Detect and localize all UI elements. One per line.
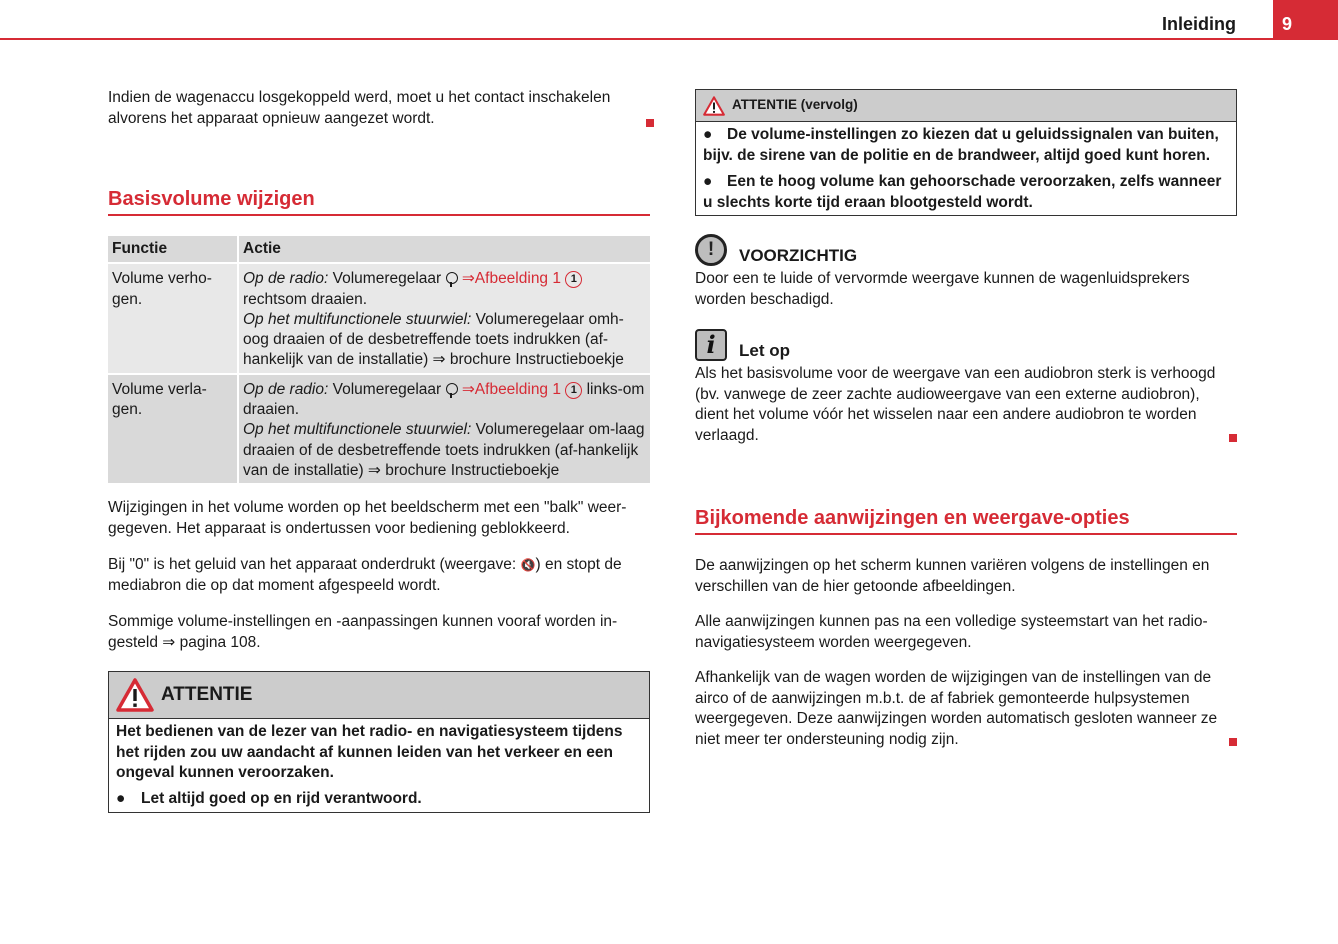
warning-box (108, 671, 650, 813)
info-paragraph: Alle aanwijzingen kunnen pas na een volledige systeemstart van het radio-navigatiesysteem worden weergegeven. (695, 613, 1208, 651)
callout-number-icon: 1 (565, 271, 582, 288)
figure-link[interactable]: ⇒Afbeelding 1 (461, 270, 561, 288)
right-column (695, 89, 1237, 750)
intro-paragraph (108, 88, 638, 129)
callout-number-icon: 1 (565, 382, 582, 399)
figure-link[interactable]: ⇒Afbeelding 1 (461, 380, 561, 398)
warning-bullet (116, 789, 642, 810)
volume-knob-icon (446, 383, 458, 395)
warning-triangle-icon (116, 678, 154, 712)
function-cell: Volume verla-gen. (108, 374, 238, 483)
radio-label: Op de radio: (243, 380, 329, 398)
bullet-text: De volume-instellingen zo kiezen dat u geluidssignalen van buiten, bijv. de sirene van de politie en de brandweer, altijd goed kunt horen. (703, 126, 1219, 164)
column-header-actie: Actie (238, 236, 650, 263)
info-text: Afhankelijk van de wagen worden de wijzigingen van de instellingen van de airco of de aanwijzingen m.b.t. de af fabriek gemonteerde hulpsystemen weergegeven. Deze aanwijzingen worden automatisch gesloten wanneer ze niet meer ter ondersteuning nodig zijn. (695, 669, 1218, 748)
volume-knob-icon (446, 272, 458, 284)
radio-text-end: links-om draaien. (243, 380, 645, 419)
radio-text-end: rechtsom draaien. (243, 290, 368, 308)
chapter-title: Inleiding (1162, 14, 1236, 34)
header-rule (0, 38, 1338, 40)
action-cell (238, 374, 650, 483)
volume-bar-paragraph: Wijzigingen in het volume worden op het beeldscherm met een "balk" weer-gegeven. Het apparaat is ondertussen voor bediening geblokkeerd. (108, 499, 627, 537)
warning-title: ATTENTIE (161, 684, 253, 706)
bullet-icon: ● (116, 789, 126, 807)
section-end-marker (646, 119, 654, 127)
note-body: Als het basisvolume voor de weergave van een audiobron sterk is verhoogd (bv. vanwege de zeer zachte audioweergave van een externe audiobron), dient het volume vóór het wisselen naar een andere audiobron te worden verlaagd. (695, 365, 1216, 444)
wheel-label: Op het multifunctionele stuurwiel: (243, 421, 472, 439)
function-cell: Volume verho-gen. (108, 263, 238, 373)
info-paragraph (695, 668, 1237, 750)
warning-continued-title: ATTENTIE (vervolg) (732, 97, 858, 113)
note-title: Let op (739, 340, 790, 360)
caution-title: VOORZICHTIG (739, 245, 858, 265)
radio-text: Volumeregelaar (328, 270, 446, 288)
wheel-text: Volumeregelaar om-laag draaien of de desbetreffende toets indrukken (af-hankelijk van de installatie) ⇒ brochure Instructieboekje (243, 421, 645, 479)
mute-paragraph (108, 555, 650, 596)
caution-exclamation-icon: ! (695, 234, 727, 266)
bullet-icon: ● (703, 126, 713, 143)
action-cell (238, 263, 650, 373)
preset-text[interactable]: Sommige volume-instellingen en -aanpassingen kunnen vooraf worden in-gesteld ⇒ pagina 108. (108, 613, 618, 651)
section-title-basisvolume: Basisvolume wijzigen (108, 186, 650, 216)
table-row (108, 263, 650, 373)
warning-header (109, 672, 649, 719)
table-header-row (108, 236, 650, 263)
info-paragraph: De aanwijzingen op het scherm kunnen variëren volgens de instellingen en verschillen van de hier getoonde afbeeldingen. (695, 557, 1210, 595)
section-end-marker (1229, 738, 1237, 746)
wheel-label: Op het multifunctionele stuurwiel: (243, 310, 472, 328)
radio-label: Op de radio: (243, 270, 329, 288)
page-number: 9 (1282, 14, 1293, 34)
preset-paragraph (108, 612, 650, 653)
note-header (695, 329, 1237, 361)
warning-body (109, 719, 649, 812)
mute-text: Bij "0" is het geluid van het apparaat onderdrukt (weergave: (108, 556, 521, 574)
bullet-text: Let altijd goed op en rijd verantwoord. (141, 789, 422, 807)
section-end-marker (1229, 434, 1237, 442)
left-column (108, 88, 650, 813)
warning-continued-body (696, 122, 1236, 215)
page-number-tab (1273, 0, 1338, 40)
caution-text: Door een te luide of vervormde weergave kunnen de wagenluidsprekers worden beschadigd. (695, 270, 1190, 308)
warning-continued-box (695, 89, 1237, 216)
warning-text: Het bedienen van de lezer van het radio- en navigatiesysteem tijdens het rijden zou uw aandacht af kunnen leiden van het verkeer en een ongeval kunnen veroorzaken. (116, 723, 623, 782)
intro-text: Indien de wagenaccu losgekoppeld werd, moet u het contact inschakelen alvorens het apparaat opnieuw aangezet wordt. (108, 89, 611, 127)
caution-block (695, 234, 1237, 310)
warning-bullet (703, 125, 1229, 166)
mute-text-end: ) en stopt de mediabron die op dat moment afgespeeld wordt. (108, 556, 622, 594)
bullet-text: Een te hoog volume kan gehoorschade veroorzaken, zelfs wanneer u slechts korte tijd eraan blootgesteld wordt. (703, 173, 1222, 211)
volume-function-table (108, 236, 650, 483)
warning-continued-header (696, 90, 1236, 122)
bullet-icon: ● (703, 173, 713, 190)
mute-speaker-icon: 🔇 (520, 558, 536, 573)
note-block (695, 329, 1237, 446)
warning-bullet (703, 172, 1229, 213)
warning-triangle-icon (703, 96, 725, 116)
radio-text: Volumeregelaar (328, 380, 446, 398)
section-title-bijkomende: Bijkomende aanwijzingen en weergave-opties (695, 505, 1237, 535)
table-row (108, 374, 650, 483)
caution-header (695, 234, 1237, 266)
note-text (695, 364, 1237, 446)
info-icon: i (695, 329, 727, 361)
column-header-functie: Functie (108, 236, 238, 263)
wheel-text: Volumeregelaar omh-oog draaien of de desbetreffende toets indrukken (af-hankelijk van de installatie) ⇒ brochure Instructieboekje (243, 310, 624, 369)
